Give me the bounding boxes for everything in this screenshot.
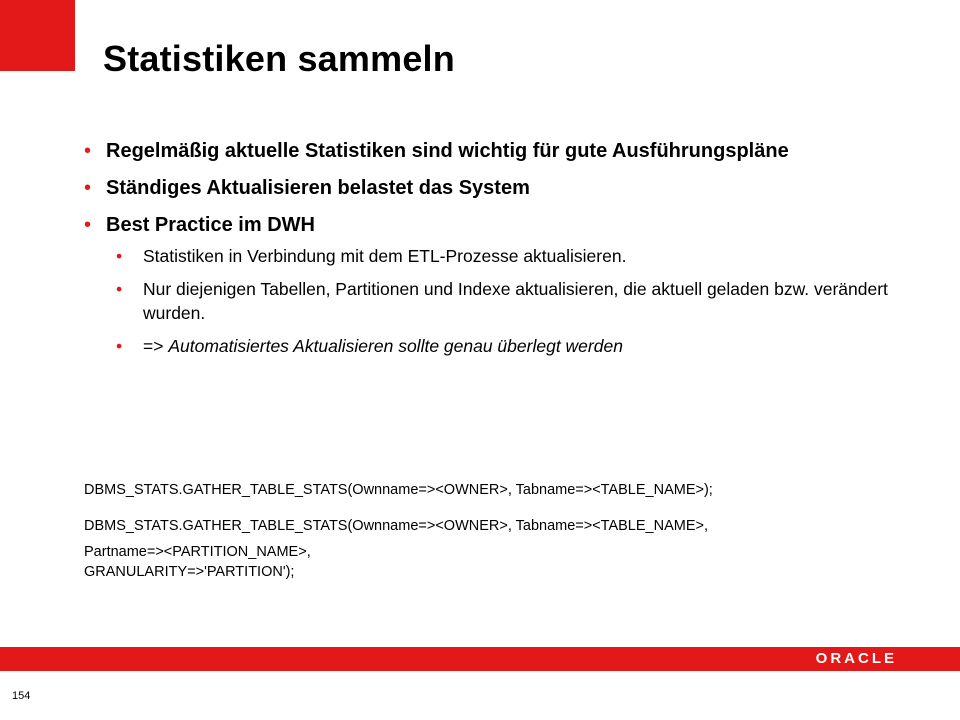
code-line: Partname=><PARTITION_NAME>, bbox=[84, 544, 311, 560]
bullet-dot: • bbox=[116, 279, 123, 299]
bullet-text: Regelmäßig aktuelle Statistiken sind wichtig für gute Ausführungspläne bbox=[106, 140, 789, 162]
bullet-dot: • bbox=[116, 246, 123, 266]
code-line: DBMS_STATS.GATHER_TABLE_STATS(Ownname=><OWNER>, Tabname=><TABLE_NAME>); bbox=[84, 482, 713, 498]
bullet-list bbox=[84, 138, 904, 367]
bullet-text: Ständiges Aktualisieren belastet das System bbox=[106, 177, 530, 199]
bullet-dot: • bbox=[84, 177, 92, 199]
bullet-dot: • bbox=[84, 140, 92, 162]
page-number: 154 bbox=[12, 690, 31, 702]
corner-accent-block bbox=[0, 0, 75, 71]
sub-bullet-item bbox=[84, 244, 904, 268]
bullet-item bbox=[84, 175, 904, 201]
sub-bullet-text: Statistiken in Verbindung mit dem ETL-Prozesse aktualisieren. bbox=[143, 246, 627, 266]
sub-bullet-text: Nur diejenigen Tabellen, Partitionen und Indexe aktualisieren, die aktuell geladen bzw. verändert wurden. bbox=[143, 279, 888, 323]
sub-bullet-item bbox=[84, 277, 904, 325]
oracle-logo: ORACLE bbox=[815, 650, 897, 667]
code-example-table bbox=[84, 480, 924, 500]
bullet-text: Best Practice im DWH bbox=[106, 214, 315, 236]
code-example-partition bbox=[84, 516, 924, 582]
sub-bullet-item bbox=[84, 334, 904, 358]
bullet-item bbox=[84, 138, 904, 164]
code-line: GRANULARITY=>'PARTITION'); bbox=[84, 564, 295, 580]
arrow-prefix: => bbox=[143, 336, 164, 356]
sub-bullet-text: Automatisiertes Aktualisieren sollte genau überlegt werden bbox=[168, 336, 623, 356]
code-line: DBMS_STATS.GATHER_TABLE_STATS(Ownname=><OWNER>, Tabname=><TABLE_NAME>, bbox=[84, 518, 708, 534]
footer-bar bbox=[0, 647, 960, 671]
bullet-item bbox=[84, 212, 904, 238]
bullet-dot: • bbox=[116, 336, 123, 356]
slide-title: Statistiken sammeln bbox=[103, 38, 455, 79]
bullet-dot: • bbox=[84, 214, 92, 236]
